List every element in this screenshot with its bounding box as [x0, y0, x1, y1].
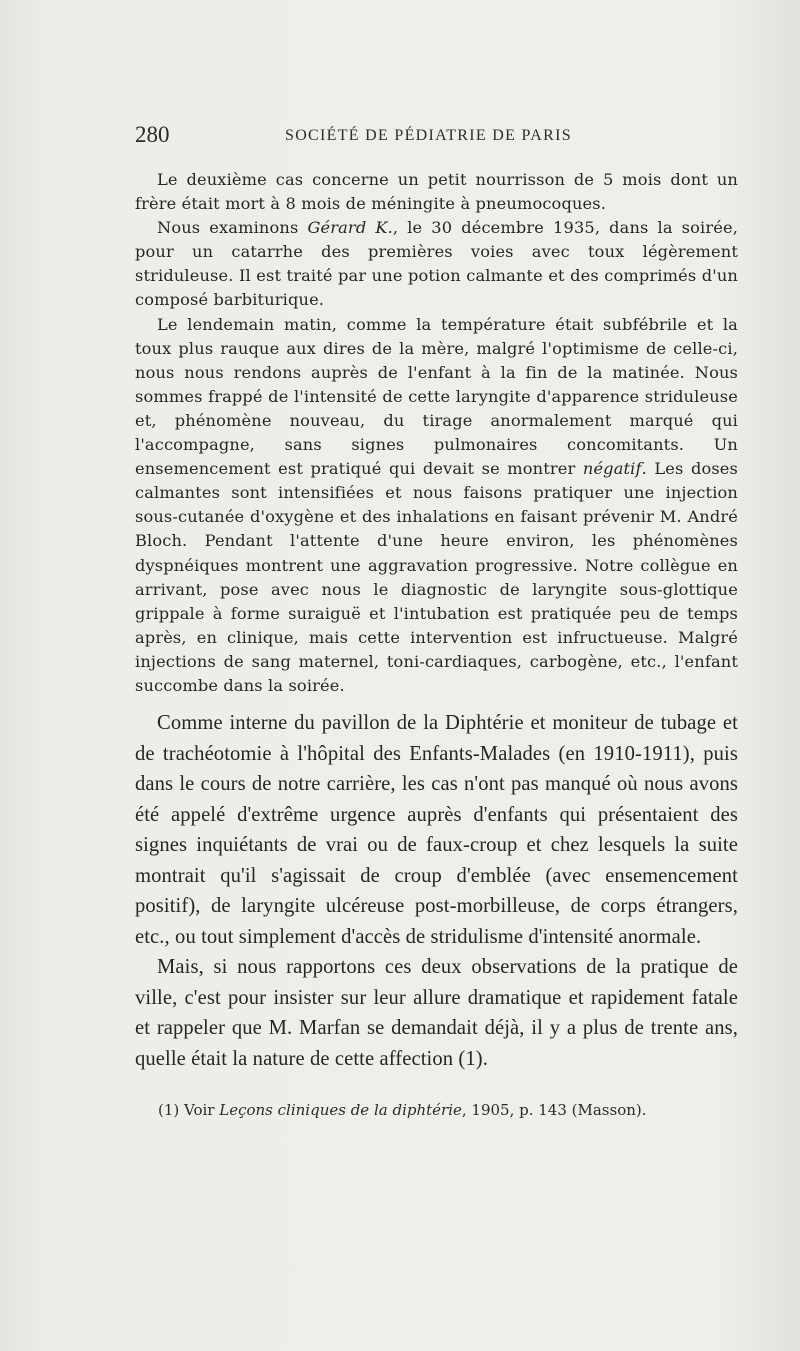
observation-p2-end: , le 30 décembre 1935, dans la soirée, pour un catarrhe des premières voies avec toux légèrement striduleuse. Il est traité par une potion calmante et des comprimés d'un composé barbiturique. [135, 218, 739, 310]
observation-paragraph-3 [135, 313, 738, 699]
patient-name: Gérard K. [307, 218, 393, 238]
footnote-text-start: Voir [179, 1101, 220, 1119]
culture-result: négatif [582, 459, 642, 479]
observation-paragraph-2 [135, 216, 738, 312]
page-number: 280 [135, 122, 170, 147]
footnote [158, 1100, 738, 1120]
footnote-marker: (1) [158, 1101, 180, 1119]
discussion-text [135, 708, 738, 1074]
observation-p2-start: Nous examinons [157, 218, 308, 238]
running-title: SOCIÉTÉ DE PÉDIATRIE DE PARIS [285, 127, 572, 144]
observation-text [135, 168, 738, 698]
page-header [135, 122, 738, 152]
observation-p3-start: Le lendemain matin, comme la température était subfébrile et la toux plus rauque aux dires de la mère, malgré l'optimisme de celle-ci, nous nous rendons auprès de l'enfant à la fin de la matinée. Nous sommes frappé de l'intensité de cette laryngite d'apparence striduleuse et, phénomène nouveau, du tirage anormalement marqué qui l'accompagne, sans signes pulmonaires concomitants. Un ensemencement est pratiqué qui devait se montrer [135, 314, 738, 479]
observation-paragraph-1: Le deuxième cas concerne un petit nourrisson de 5 mois dont un frère était mort à 8 mois de méningite à pneumocoques. [135, 170, 738, 214]
footnote-text-end: , 1905, p. 143 (Masson). [461, 1101, 647, 1119]
discussion-paragraph-2: Mais, si nous rapportons ces deux observations de la pratique de ville, c'est pour insister sur leur allure dramatique et rapidement fatale et rappeler que M. Marfan se demandait déjà, il y a plus de trente ans, quelle était la nature de cette affection (1). [135, 956, 738, 1070]
discussion-paragraph-1: Comme interne du pavillon de la Diphtérie et moniteur de tubage et de trachéotomie à l'hôpital des Enfants-Malades (en 1910-1911), puis dans le cours de notre carrière, les cas n'ont pas manqué où nous avons été appelé d'extrême urgence auprès d'enfants qui présentaient des signes inquiétants de vrai ou de faux-croup et chez lesquels la suite montrait qu'il s'agissait de croup d'emblée (avec ensemencement positif), de laryngite ulcéreuse post-morbilleuse, de corps étrangers, etc., ou tout simplement d'accès de stridulisme d'intensité anormale. [135, 712, 738, 948]
footnote-title: Leçons cliniques de la diphtérie [219, 1101, 462, 1119]
observation-p3-end: . Les doses calmantes sont intensifiées et nous faisons pratiquer une injection sous-cutanée d'oxygène et des inhalations en faisant prévenir M. André Bloch. Pendant l'attente d'une heure environ, les phénomènes dyspnéiques montrent une aggravation progressive. Notre collègue en arrivant, pose avec nous le diagnostic de laryngite sous-glottique grippale à forme suraiguë et l'intubation est pratiquée peu de temps après, en clinique, mais cette intervention est infructueuse. Malgré injections de sang maternel, toni-cardiaques, carbogène, etc., l'enfant succombe dans la soirée. [135, 459, 738, 695]
